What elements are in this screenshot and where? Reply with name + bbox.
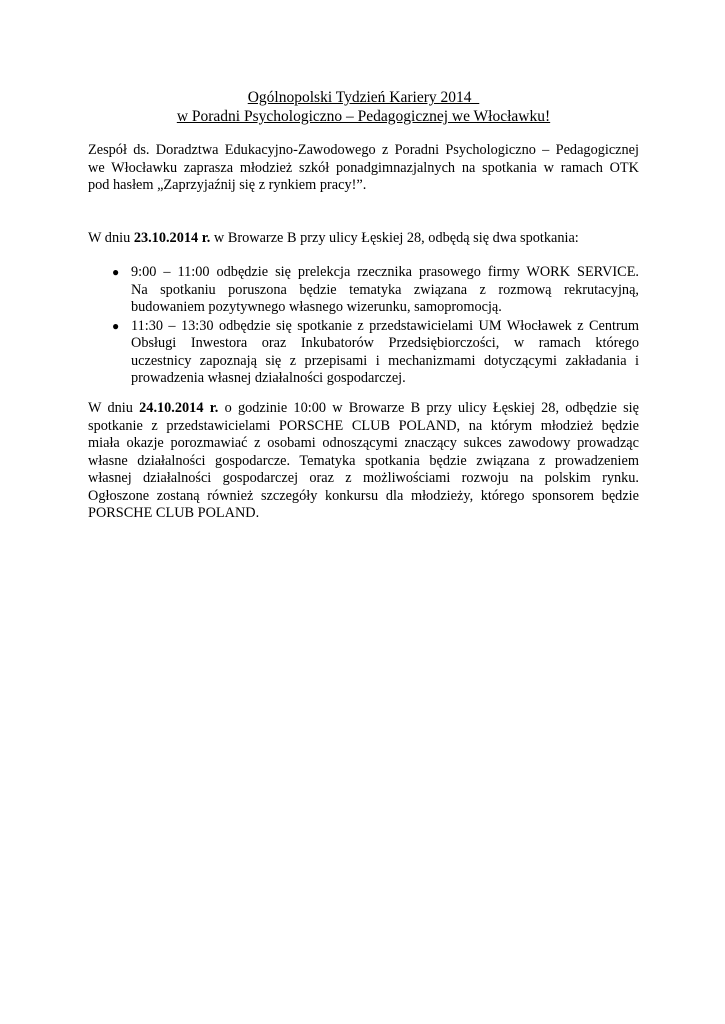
bullet-line: uczestnicy zapoznają się z przepisami i mechanizmami dotyczącymi zakładania i [131, 352, 639, 369]
bullet-line: prowadzenia własnej działalności gospodarczej. [131, 370, 406, 386]
intro-line: Zespół ds. Doradztwa Edukacyjno-Zawodowego z Poradni Psychologiczno – Pedagogicznej [88, 142, 639, 158]
list-item [88, 264, 639, 317]
day2-line [88, 400, 639, 418]
bullet-icon: ● [112, 318, 120, 333]
day2-line: własnej działalności gospodarczej oraz z możliwościami rozwoju na polskim rynku. [88, 470, 639, 486]
bullet-icon: ● [112, 265, 120, 279]
bullet-line: Na spotkaniu poruszona będzie tematyka związana z rozmową rekrutacyjną, [131, 281, 639, 298]
title-line-1: Ogólnopolski Tydzień Kariery 2014 [247, 89, 480, 106]
day2-line: PORSCHE CLUB POLAND. [88, 505, 260, 521]
day2-line: miała okazje porozmawiać z osobami odnoszącymi znaczący sukces zawodowy prowadząc [88, 435, 639, 451]
intro-line: pod hasłem „Zaprzyjaźnij się z rynkiem pracy!”. [88, 177, 367, 193]
meetings-list [88, 264, 639, 389]
day2-line: Ogłoszone zostaną również szczegóły konkursu dla młodzieży, którego sponsorem będzie [88, 487, 639, 504]
day2-date: 24.10.2014 r. [139, 400, 219, 416]
day1-suffix: w Browarze B przy ulicy Łęskiej 28, odbędą się dwa spotkania: [210, 230, 579, 246]
title-line-2: w Poradni Psychologiczno – Pedagogicznej we Włocławku! [176, 108, 551, 125]
day1-prefix: W dniu [88, 230, 134, 246]
day2-line: własne działalności gospodarcze. Tematyka spotkania będzie związana z prowadzeniem [88, 452, 639, 469]
document-title [88, 88, 639, 126]
bullet-line: 9:00 – 11:00 odbędzie się prelekcja rzecznika prasowego firmy WORK SERVICE. [131, 264, 639, 280]
bullet-line: 11:30 – 13:30 odbędzie się spotkanie z przedstawicielami UM Włocławek z Centrum [131, 317, 639, 334]
day2-line: spotkanie z przedstawicielami PORSCHE CLUB POLAND, na którym młodzież będzie [88, 417, 639, 434]
intro-paragraph [88, 142, 639, 195]
bullet-line: Obsługi Inwestora oraz Inkubatorów Przedsiębiorczości, w ramach którego [131, 335, 639, 351]
list-item [88, 318, 639, 388]
day1-paragraph [88, 230, 639, 248]
day1-date: 23.10.2014 r. [133, 230, 211, 246]
intro-line: we Włocławku zaprasza młodzież szkół ponadgimnazjalnych na spotkania w ramach OTK [88, 159, 639, 176]
bullet-line: budowaniem pozytywnego własnego wizerunku, samopromocją. [131, 299, 502, 315]
day2-paragraph [88, 400, 639, 523]
day2-prefix: W dniu [88, 400, 140, 416]
day1-line [88, 230, 639, 248]
day2-first-line-rest: o godzinie 10:00 w Browarze B przy ulicy Łęskiej 28, odbędzie się [218, 400, 639, 416]
